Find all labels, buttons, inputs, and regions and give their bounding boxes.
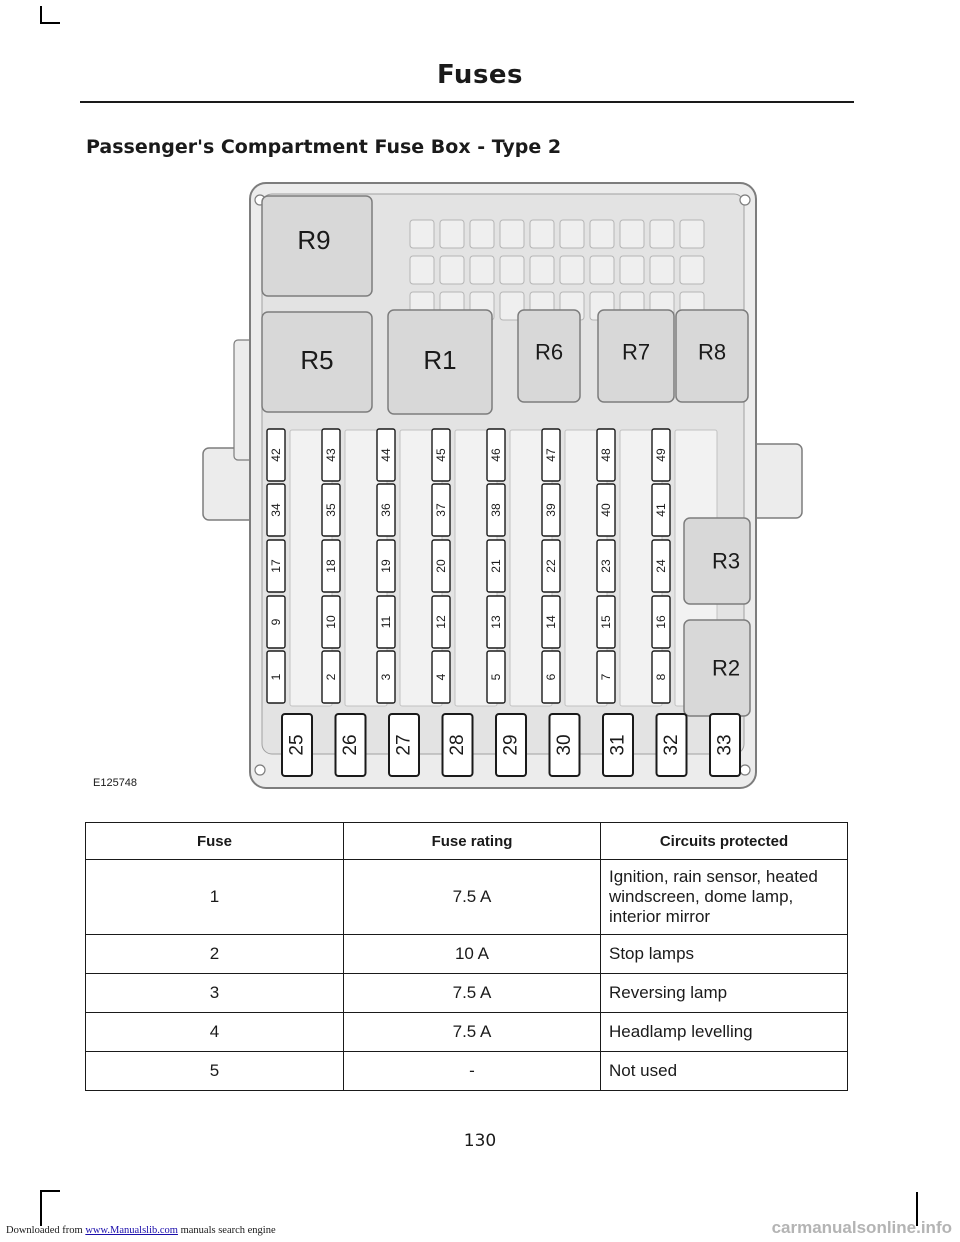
fuse-label: 25 xyxy=(286,734,308,756)
figure-id: E125748 xyxy=(93,777,138,789)
fuse-label: 33 xyxy=(714,734,736,756)
fuse-label: 1 xyxy=(269,673,283,681)
housing-screw xyxy=(740,195,750,205)
fuse-label: 45 xyxy=(434,448,448,462)
fuse-label: 16 xyxy=(654,615,668,629)
fuse-label: 43 xyxy=(324,448,338,462)
housing-cell xyxy=(410,256,434,284)
circuits-protected: Not used xyxy=(601,1052,848,1091)
fuse-label: 4 xyxy=(434,673,448,681)
fuse-label: 47 xyxy=(544,448,558,462)
table-row xyxy=(86,1052,848,1091)
housing-cell xyxy=(590,256,614,284)
housing-cell xyxy=(500,220,524,248)
fuse-number: 3 xyxy=(86,974,344,1013)
fuse-label: 46 xyxy=(489,448,503,462)
housing-cell xyxy=(440,256,464,284)
fuse-label: 15 xyxy=(599,615,613,629)
circuits-protected: Stop lamps xyxy=(601,935,848,974)
header-rule xyxy=(80,101,854,103)
fuse-label: 2 xyxy=(324,673,338,681)
fuse-label: 6 xyxy=(544,673,558,681)
fuse-number: 5 xyxy=(86,1052,344,1091)
fuse-number: 1 xyxy=(86,860,344,935)
relay-label: R9 xyxy=(297,225,331,255)
housing-cell xyxy=(530,220,554,248)
fuse-label: 24 xyxy=(654,559,668,573)
housing-screw xyxy=(740,765,750,775)
circuits-protected: Reversing lamp xyxy=(601,974,848,1013)
housing-cell xyxy=(410,220,434,248)
page-header: Fuses xyxy=(436,60,524,90)
relay-label: R7 xyxy=(621,339,651,365)
fuse-number: 2 xyxy=(86,935,344,974)
fuse-label: 19 xyxy=(379,559,393,573)
housing-cell xyxy=(500,256,524,284)
fuse-label: 30 xyxy=(554,734,575,756)
fuse-label: 49 xyxy=(654,448,668,462)
fuse-rating: 10 A xyxy=(344,935,601,974)
relay-label: R6 xyxy=(534,339,564,365)
housing-cell xyxy=(530,256,554,284)
housing-cell xyxy=(440,220,464,248)
fuse-label: 39 xyxy=(544,503,558,517)
fuse-label: 3 xyxy=(379,673,393,681)
fuse-table xyxy=(85,822,848,1091)
housing-cell xyxy=(680,220,704,248)
fuse-rating: 7.5 A xyxy=(344,860,601,935)
fuse-label: 14 xyxy=(544,615,558,629)
fuse-label: 22 xyxy=(544,559,558,573)
housing-cell xyxy=(680,256,704,284)
relay-label: R5 xyxy=(300,345,334,375)
housing-cell xyxy=(620,256,644,284)
fuse-label: 42 xyxy=(269,448,283,462)
fuse-label: 36 xyxy=(379,503,393,517)
circuits-protected: Headlamp levelling xyxy=(601,1013,848,1052)
fuse-label: 37 xyxy=(434,503,448,517)
table-row xyxy=(86,935,848,974)
housing-cell xyxy=(590,220,614,248)
fuse-label: 21 xyxy=(489,559,503,573)
housing-cell xyxy=(650,256,674,284)
fuse-label: 31 xyxy=(607,734,629,756)
fuse-number: 4 xyxy=(86,1013,344,1052)
manualslib-link[interactable]: www.Manualslib.com xyxy=(85,1225,178,1236)
download-footer xyxy=(6,1225,276,1236)
fuse-label: 41 xyxy=(654,503,668,517)
fuse-label: 8 xyxy=(654,673,668,681)
fuse-rating: 7.5 A xyxy=(344,974,601,1013)
fuse-label: 29 xyxy=(500,734,522,756)
relay-label: R1 xyxy=(423,345,457,375)
fuse-label: 27 xyxy=(393,734,415,756)
fuse-label: 32 xyxy=(661,734,682,756)
fuse-label: 34 xyxy=(269,503,283,517)
col-circuits-header: Circuits protected xyxy=(601,823,848,860)
fuse-label: 26 xyxy=(340,734,361,756)
fuse-label: 13 xyxy=(489,615,503,629)
fuse-label: 35 xyxy=(324,503,338,517)
watermark: carmanualsonline.info xyxy=(771,1218,952,1237)
fuse-label: 20 xyxy=(434,559,448,573)
circuits-protected: Ignition, rain sensor, heated windscreen, dome lamp, interior mirror xyxy=(601,860,848,935)
footer-prefix: Downloaded from xyxy=(6,1225,86,1236)
page-number: 130 xyxy=(463,1131,497,1151)
table-row xyxy=(86,974,848,1013)
fuse-label: 28 xyxy=(447,734,468,756)
housing-cell xyxy=(470,256,494,284)
fuse-label: 44 xyxy=(379,448,393,462)
fuse-box-diagram xyxy=(200,180,806,790)
fuse-label: 11 xyxy=(379,615,393,629)
fuse-label: 23 xyxy=(599,559,613,573)
crop-mark xyxy=(40,1190,60,1192)
fuse-rating: - xyxy=(344,1052,601,1091)
col-rating-header: Fuse rating xyxy=(344,823,601,860)
crop-mark xyxy=(40,22,60,24)
fuse-rating: 7.5 A xyxy=(344,1013,601,1052)
housing-cell xyxy=(470,220,494,248)
fuse-label: 18 xyxy=(324,559,338,573)
section-title: Passenger's Compartment Fuse Box - Type 2 xyxy=(86,136,562,158)
housing-cell xyxy=(650,220,674,248)
fuse-label: 40 xyxy=(599,503,613,517)
fuse-label: 12 xyxy=(434,615,448,629)
table-row xyxy=(86,860,848,935)
fuse-label: 38 xyxy=(489,503,503,517)
housing-cell xyxy=(560,220,584,248)
footer-suffix: manuals search engine xyxy=(177,1225,276,1236)
fuse-label: 5 xyxy=(489,673,503,681)
table-row xyxy=(86,1013,848,1052)
col-fuse-header: Fuse xyxy=(86,823,344,860)
fuse-label: 10 xyxy=(324,615,338,629)
fuse-label: 9 xyxy=(269,618,283,626)
housing-cell xyxy=(560,256,584,284)
crop-mark xyxy=(40,1190,42,1226)
relay-label: R2 xyxy=(711,655,741,681)
housing-cell xyxy=(620,220,644,248)
relay-label: R3 xyxy=(711,548,741,574)
fuse-label: 17 xyxy=(269,559,283,573)
fuse-label: 48 xyxy=(599,448,613,462)
housing-screw xyxy=(255,765,265,775)
relay-label: R8 xyxy=(697,339,727,365)
table-header-row xyxy=(86,823,848,860)
fuse-label: 7 xyxy=(599,673,613,681)
